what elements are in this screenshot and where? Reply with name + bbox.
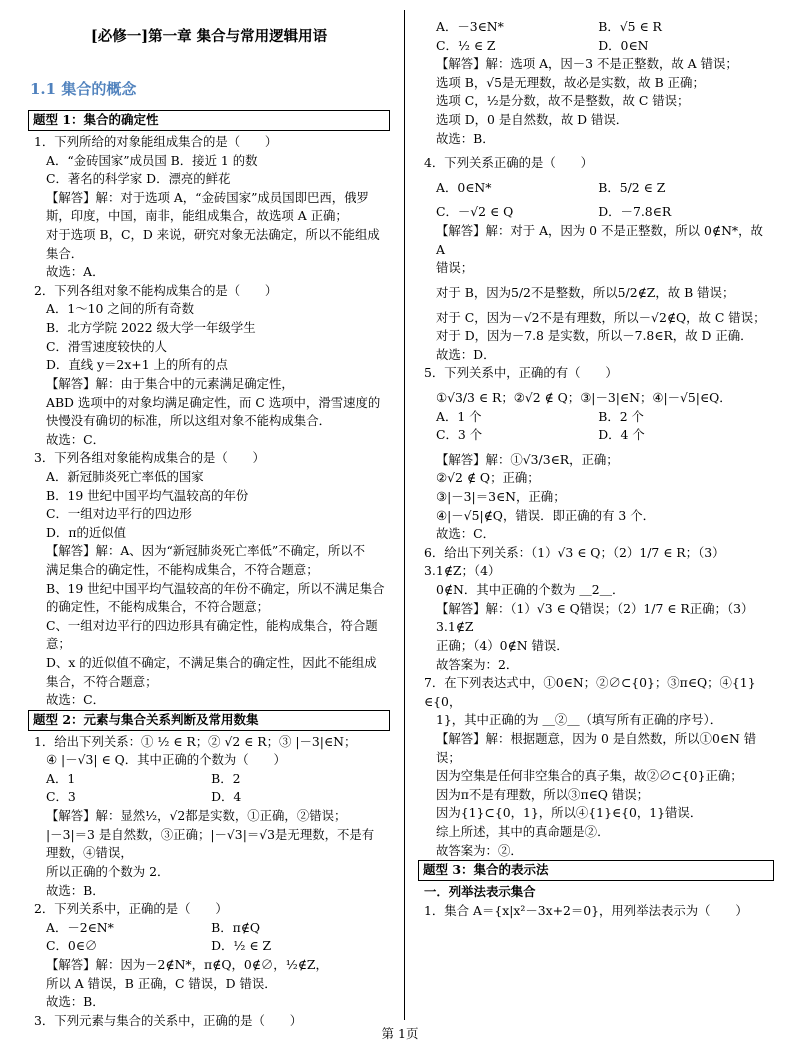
question-stem: 6．给出下列关系：（1）√3 ∈ Q；（2）1/7 ∈ R；（3）3.1∉Z；（4） (424, 544, 725, 579)
options-row (418, 203, 774, 222)
question-stem: 2．下列各组对象不能构成集合的是（ ） (34, 282, 278, 298)
options-row (418, 408, 774, 427)
option-line: B．19 世纪中国平均气温较高的年份 (46, 487, 249, 503)
topic-heading: 题型 3：集合的表示法 (418, 860, 774, 881)
answer-result: 故选：B． (46, 994, 105, 1010)
option: A．0∈N* (436, 179, 492, 195)
option-line: A．1～10 之间的所有奇数 (46, 301, 195, 317)
answer-line: 综上所述，其中的真命题是②． (436, 823, 610, 839)
answer-result: 故选：C． (46, 692, 106, 708)
answer-line: 【解答】解：对于 A，因为 0 不是正整数，所以 0∉N*，故 A (436, 223, 767, 257)
options-row (28, 788, 390, 807)
answer-line: 选项 D，0 是自然数，故 D 错误． (436, 112, 629, 128)
answer-line: ④|－√5|∉Q，错误．即正确的有 3 个． (436, 507, 656, 523)
question-stem: 3．下列各组对象能构成集合的是（ ） (34, 450, 265, 466)
answer-result: 故选：C． (436, 526, 496, 542)
answer-line: ③|－3|＝3∈N，正确； (436, 489, 566, 505)
question-stem: 1．给出下列关系：① ½ ∈ R；② √2 ∈ R；③ |－3|∈N； (34, 733, 357, 749)
options-row (28, 937, 390, 956)
options-row (418, 18, 774, 37)
options-row (418, 179, 774, 198)
answer-line: 【解答】解：选项 A，因－3 不是正整数，故 A 错误； (436, 56, 738, 72)
option-line: C．滑雪速度较快的人 (46, 338, 167, 354)
answer-result: 故答案为：2． (436, 656, 519, 672)
option-line: A．新冠肺炎死亡率低的国家 (46, 468, 204, 484)
answer-line: 满足集合的确定性，不能构成集合，不符合题意； (46, 562, 319, 578)
answer-result: 故选：C． (46, 431, 106, 447)
section-title: 1.1 集合的概念 (30, 79, 137, 98)
options-row (418, 37, 774, 56)
answer-result: 故选：B． (436, 130, 495, 146)
option: C．½ ∈ Z (436, 37, 496, 53)
answer-line: 意； (46, 636, 71, 652)
answer-line: 快慢没有确切的标准，所以这组对象不能构成集合． (46, 413, 331, 429)
left-column (28, 18, 390, 1030)
answer-line: 【解答】解：①√3/3∈R，正确； (436, 451, 619, 467)
option: B．2 个 (598, 408, 644, 424)
option: B．5/2 ∈ Z (598, 179, 666, 195)
options-line: C．著名的科学家 D．漂亮的鲜花 (46, 171, 231, 187)
option: C．3 个 (436, 427, 483, 443)
question-stem: 3．下列元素与集合的关系中，正确的是（ ） (34, 1012, 303, 1028)
answer-line: 因为空集是任何非空集合的真子集，故②∅⊂{0}正确； (436, 768, 743, 784)
option-line: D．π的近似值 (46, 524, 127, 540)
answer-line: 选项 C，½是分数，故不是整数，故 C 错误； (436, 93, 690, 109)
answer-line: 正确；（4）0∉N 错误． (436, 637, 569, 653)
question-stem: 1}，其中正确的为 ＿②＿（填写所有正确的序号）． (436, 712, 723, 728)
answer-line: 对于 C，因为－√2不是有理数，所以－√2∉Q，故 C 错误； (436, 309, 766, 325)
option: A．－3∈N* (436, 19, 504, 34)
answer-line: 对于 D，因为－7.8 是实数，所以－7.8∈R，故 D 正确． (436, 328, 753, 344)
answer-line: 【解答】解：显然½，√2都是实数，①正确，②错误； (46, 808, 347, 824)
answer-result: 故选：B． (46, 882, 105, 898)
question-stem: 1．集合 A＝{x|x²－3x+2＝0}，用列举法表示为（ ） (424, 902, 748, 918)
answer-line: 【解答】解：根据题意，因为 0 是自然数，所以①0∈N 错误； (436, 730, 757, 765)
option: A．1 个 (436, 408, 482, 424)
topic-heading: 题型 1：集合的确定性 (28, 110, 390, 131)
subsection-heading: 一．列举法表示集合 (424, 883, 536, 899)
answer-result: 故选：D． (436, 346, 496, 362)
question-statements: ①√3/3 ∈ R；②√2 ∉ Q；③|－3|∈N；④|－√5|∈Q． (436, 389, 732, 405)
option: A．－2∈N* (46, 919, 114, 935)
answer-line: 的确定性，不能构成集合，不符合题意； (46, 599, 270, 615)
answer-line: D、x 的近似值不确定，不满足集合的确定性，因此不能组成 (46, 655, 377, 671)
answer-line: 【解答】解：（1）√3 ∈ Q错误；（2）1/7 ∈ R正确；（3）3.1∉Z (436, 600, 754, 635)
option: D．4 (211, 789, 242, 805)
option: B．π∉Q (211, 919, 261, 935)
answer-line: 对于 B，因为5/2不是整数，所以5/2∉Z，故 B 错误； (436, 284, 735, 300)
option: D．½ ∈ Z (211, 938, 272, 954)
document-title: [必修一]第一章 集合与常用逻辑用语 (90, 28, 328, 45)
answer-line: 错误； (436, 260, 474, 276)
question-stem: 7．在下列表达式中，①0∈N；②∅⊂{0}；③π∈Q；④{1}∈{0， (424, 675, 756, 709)
option-line: C．一组对边平行的四边形 (46, 506, 192, 522)
question-stem: 1．下列所给的对象能组成集合的是（ ） (34, 134, 278, 149)
answer-line: 【解答】解：对于选项 A，“金砖国家”成员国即巴西，俄罗 (46, 189, 369, 205)
option: D．0∈N (598, 37, 649, 53)
answer-line: 选项 B，√5是无理数，故必是实数，故 B 正确； (436, 74, 705, 90)
question-stem: 0∉N．其中正确的个数为 ＿2＿． (436, 582, 625, 598)
answer-line: 斯，印度，中国，南非，能组成集合，故选项 A 正确； (46, 208, 348, 224)
option: C．0∈∅ (46, 938, 98, 954)
option: D．－7.8∈R (598, 204, 672, 220)
options-row (418, 426, 774, 445)
option: C．3 (46, 789, 76, 805)
options-row (28, 770, 390, 789)
answer-line: C、一组对边平行的四边形具有确定性，能构成集合，符合题 (46, 617, 378, 633)
answer-result: 故选：A． (46, 264, 105, 280)
answer-line: 【解答】解：因为－2∉N*，π∉Q，0∉∅，½∉Z， (46, 956, 328, 972)
answer-line: 集合，不符合题意； (46, 673, 158, 689)
option: B．2 (211, 770, 241, 786)
answer-line: |－3|＝3 是自然数，③正确；|－√3|＝√3是无理数，不是有 (46, 826, 375, 842)
answer-line: 集合． (46, 245, 84, 261)
option: B．√5 ∈ R (598, 19, 662, 34)
question-stem: 2．下列关系中，正确的是（ ） (34, 901, 228, 917)
option-line: B．北方学院 2022 级大学一年级学生 (46, 320, 256, 336)
answer-line: ABD 选项中的对象均满足确定性，而 C 选项中，滑雪速度的 (46, 394, 381, 410)
answer-line: 因为{1}⊂{0，1}，所以④{1}∈{0，1}错误． (436, 805, 703, 821)
question-stem: ④ |－√3| ∈ Q．其中正确的个数为（ ） (46, 752, 286, 768)
topic-heading: 题型 2：元素与集合关系判断及常用数集 (28, 710, 390, 731)
answer-result: 故答案为：②． (436, 842, 523, 858)
options-line: A．“金砖国家”成员国 B．接近 1 的数 (46, 152, 258, 168)
answer-line: 理数，④错误， (46, 845, 133, 861)
answer-line: ②√2 ∉ Q；正确； (436, 470, 540, 486)
option: D．4 个 (598, 427, 645, 443)
answer-line: 【解答】解：由于集合中的元素满足确定性， (46, 375, 294, 391)
question-stem: 4．下列关系正确的是（ ） (424, 155, 593, 171)
right-column (418, 18, 774, 920)
page-number: 第 1页 (381, 1026, 419, 1041)
answer-line: 对于选项 B，C，D 来说，研究对象无法确定，所以不能组成 (46, 227, 380, 243)
column-divider (404, 10, 405, 1020)
question-stem: 5．下列关系中，正确的有（ ） (424, 365, 618, 381)
answer-line: 所以 A 错误，B 正确，C 错误，D 错误． (46, 975, 277, 991)
answer-line: 因为π不是有理数，所以③π∈Q 错误； (436, 786, 650, 802)
answer-line: 所以正确的个数为 2． (46, 863, 170, 879)
answer-line: 【解答】解：A、因为“新冠肺炎死亡率低”不确定，所以不 (46, 543, 365, 559)
options-row (28, 919, 390, 938)
option-line: D．直线 y＝2x+1 上的所有的点 (46, 357, 228, 373)
option: C．－√2 ∈ Q (436, 204, 514, 220)
option: A．1 (46, 770, 76, 786)
answer-line: B、19 世纪中国平均气温较高的年份不确定，所以不满足集合 (46, 580, 385, 596)
